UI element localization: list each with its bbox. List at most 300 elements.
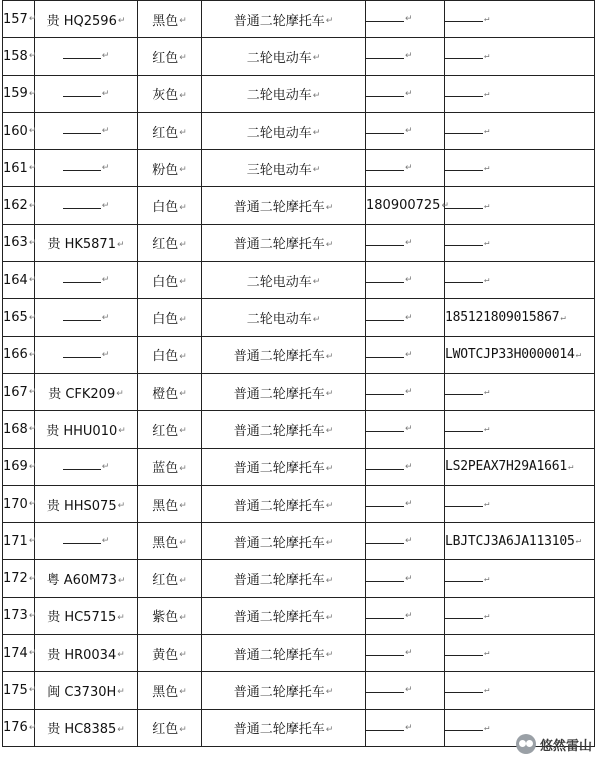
vehicle-type-cell-text: 普通二轮摩托车 [233, 647, 325, 663]
row-number-text: 162 [3, 198, 28, 214]
vin-cell-text: LBJTCJ3A6JA113105 [445, 533, 575, 549]
blank-line [445, 617, 483, 619]
vin-cell [445, 485, 595, 522]
plate-cell [35, 411, 138, 448]
paragraph-mark-icon: ↵ [117, 687, 125, 698]
paragraph-mark-icon: ↵ [179, 426, 187, 437]
row-number [3, 411, 35, 448]
blank-line [445, 691, 483, 693]
paragraph-mark-icon: ↵ [28, 200, 37, 211]
watermark [516, 734, 592, 754]
paragraph-mark-icon: ↵ [28, 275, 37, 286]
color-cell-text: 红色 [152, 573, 179, 589]
row-number-text: 163 [3, 235, 28, 251]
paragraph-mark-icon: ↵ [28, 536, 37, 547]
paragraph-mark-icon: ↵ [405, 237, 413, 248]
color-cell [138, 411, 202, 448]
vehicle-type-cell [202, 150, 366, 187]
plate-cell [35, 112, 138, 149]
vehicle-type-cell [202, 635, 366, 672]
paragraph-mark-icon: ↵ [28, 349, 37, 360]
plate-cell [35, 150, 138, 187]
table-row [3, 373, 595, 410]
plate-cell-text: 贵 HC5715 [47, 610, 117, 626]
paragraph-mark-icon: ↵ [179, 165, 187, 176]
engine-number-cell [366, 709, 445, 746]
color-cell [138, 709, 202, 746]
blank-line [366, 505, 404, 507]
color-cell [138, 523, 202, 560]
paragraph-mark-icon: ↵ [179, 687, 187, 698]
color-cell [138, 635, 202, 672]
plate-cell [35, 373, 138, 410]
blank-line [445, 430, 483, 432]
paragraph-mark-icon: ↵ [405, 88, 413, 99]
row-number [3, 1, 35, 38]
vehicle-type-cell [202, 411, 366, 448]
blank-line [63, 356, 101, 358]
paragraph-mark-icon: ↵ [405, 51, 413, 62]
paragraph-mark-icon: ↵ [325, 687, 334, 698]
paragraph-mark-icon: ↵ [484, 163, 490, 174]
row-number-text: 170 [3, 496, 28, 512]
paragraph-mark-icon: ↵ [575, 536, 581, 547]
paragraph-mark-icon: ↵ [117, 16, 126, 27]
table-row [3, 709, 595, 746]
color-cell-text: 红色 [152, 423, 179, 439]
blank-line [445, 57, 483, 59]
paragraph-mark-icon: ↵ [484, 88, 490, 99]
paragraph-mark-icon: ↵ [101, 163, 110, 174]
color-cell-text: 红色 [152, 125, 179, 141]
row-number-text: 171 [3, 533, 28, 549]
paragraph-mark-icon: ↵ [179, 650, 187, 661]
blank-line [366, 468, 404, 470]
table-row [3, 411, 595, 448]
paragraph-mark-icon: ↵ [117, 650, 125, 661]
table-row [3, 597, 595, 634]
table-row [3, 224, 595, 261]
blank-line [366, 654, 404, 656]
row-number [3, 373, 35, 410]
paragraph-mark-icon: ↵ [28, 126, 37, 137]
paragraph-mark-icon: ↵ [405, 275, 413, 286]
color-cell-text: 紫色 [152, 610, 179, 626]
row-number-text: 158 [3, 48, 28, 64]
paragraph-mark-icon: ↵ [484, 200, 490, 211]
blank-line [445, 95, 483, 97]
table-row [3, 560, 595, 597]
paragraph-mark-icon: ↵ [405, 722, 413, 733]
paragraph-mark-icon: ↵ [101, 536, 110, 547]
paragraph-mark-icon: ↵ [568, 461, 574, 472]
paragraph-mark-icon: ↵ [179, 202, 187, 213]
paragraph-mark-icon: ↵ [312, 314, 321, 325]
paragraph-mark-icon: ↵ [28, 685, 37, 696]
row-number [3, 597, 35, 634]
color-cell-text: 红色 [152, 50, 179, 66]
blank-line [445, 580, 483, 582]
color-cell [138, 672, 202, 709]
vin-cell [445, 635, 595, 672]
table-row [3, 187, 595, 224]
color-cell [138, 448, 202, 485]
plate-cell [35, 597, 138, 634]
vin-cell [445, 411, 595, 448]
vin-cell [445, 523, 595, 560]
color-cell-text: 白色 [152, 312, 179, 328]
row-number [3, 224, 35, 261]
paragraph-mark-icon: ↵ [28, 610, 37, 621]
color-cell-text: 黄色 [152, 647, 179, 663]
table-row [3, 672, 595, 709]
blank-line [366, 20, 404, 22]
vin-cell-text: LS2PEAX7H29A1661 [445, 459, 568, 475]
paragraph-mark-icon: ↵ [179, 351, 187, 362]
paragraph-mark-icon: ↵ [179, 501, 187, 511]
row-number [3, 75, 35, 112]
vehicle-type-cell-text: 普通二轮摩托车 [233, 498, 325, 514]
color-cell [138, 299, 202, 336]
color-cell-text: 白色 [152, 349, 179, 365]
color-cell [138, 224, 202, 261]
row-number [3, 187, 35, 224]
plate-cell-text: 贵 HK5871 [47, 237, 116, 253]
paragraph-mark-icon: ↵ [325, 463, 334, 474]
vin-cell [445, 299, 595, 336]
vehicle-type-cell [202, 672, 366, 709]
paragraph-mark-icon: ↵ [325, 575, 334, 586]
blank-line [366, 57, 404, 59]
vin-cell [445, 262, 595, 299]
paragraph-mark-icon: ↵ [484, 424, 490, 435]
blank-line [63, 207, 101, 209]
paragraph-mark-icon: ↵ [405, 387, 413, 398]
color-cell-text: 蓝色 [152, 461, 179, 477]
row-number [3, 560, 35, 597]
paragraph-mark-icon: ↵ [28, 424, 37, 435]
plate-cell [35, 709, 138, 746]
blank-line [366, 95, 404, 97]
paragraph-mark-icon: ↵ [405, 610, 413, 621]
color-cell [138, 336, 202, 373]
row-number-text: 168 [3, 421, 28, 437]
plate-cell [35, 187, 138, 224]
vehicle-type-cell [202, 224, 366, 261]
vehicle-type-cell-text: 普通二轮摩托车 [233, 535, 325, 551]
paragraph-mark-icon: ↵ [405, 163, 413, 174]
plate-cell-text: 贵 HR0034 [47, 647, 117, 663]
row-number-text: 173 [3, 608, 28, 624]
engine-number-cell [366, 560, 445, 597]
paragraph-mark-icon: ↵ [179, 575, 187, 586]
paragraph-mark-icon: ↵ [28, 461, 37, 472]
vehicle-type-cell-text: 普通二轮摩托车 [233, 423, 325, 439]
vehicle-type-cell-text: 普通二轮摩托车 [233, 13, 325, 29]
row-number [3, 635, 35, 672]
engine-number-cell [366, 299, 445, 336]
engine-number-cell [366, 373, 445, 410]
paragraph-mark-icon: ↵ [101, 312, 110, 323]
paragraph-mark-icon: ↵ [101, 275, 110, 286]
paragraph-mark-icon: ↵ [28, 312, 37, 323]
paragraph-mark-icon: ↵ [484, 648, 490, 659]
vehicle-type-cell [202, 560, 366, 597]
vehicle-type-cell [202, 38, 366, 75]
paragraph-mark-icon: ↵ [325, 389, 334, 400]
vin-cell [445, 560, 595, 597]
plate-cell-text: 闽 C3730H [47, 684, 117, 700]
blank-line [366, 132, 404, 134]
paragraph-mark-icon: ↵ [179, 128, 187, 139]
paragraph-mark-icon: ↵ [560, 312, 566, 323]
paragraph-mark-icon: ↵ [325, 724, 334, 735]
paragraph-mark-icon: ↵ [101, 461, 110, 472]
paragraph-mark-icon: ↵ [117, 724, 125, 735]
paragraph-mark-icon: ↵ [28, 499, 37, 509]
vin-cell-text: LWOTCJP33H0000014 [445, 347, 575, 363]
color-cell-text: 橙色 [152, 386, 179, 402]
paragraph-mark-icon: ↵ [101, 126, 110, 137]
blank-line [366, 542, 404, 544]
vin-cell [445, 75, 595, 112]
vin-cell [445, 38, 595, 75]
blank-line [445, 207, 483, 209]
vin-cell [445, 224, 595, 261]
engine-number-cell [366, 635, 445, 672]
paragraph-mark-icon: ↵ [179, 16, 187, 27]
paragraph-mark-icon: ↵ [179, 389, 187, 400]
blank-line [445, 505, 483, 507]
vin-cell-text: 185121809015867 [445, 310, 560, 326]
vehicle-type-cell [202, 299, 366, 336]
row-number-text: 157 [3, 11, 28, 27]
vin-cell [445, 336, 595, 373]
vehicle-type-cell-text: 普通二轮摩托车 [233, 349, 325, 365]
row-number [3, 336, 35, 373]
vehicle-type-cell [202, 597, 366, 634]
vehicle-type-cell [202, 187, 366, 224]
vehicle-type-cell [202, 485, 366, 522]
paragraph-mark-icon: ↵ [312, 165, 321, 176]
table-row [3, 336, 595, 373]
blank-line [366, 617, 404, 619]
row-number [3, 672, 35, 709]
table-row [3, 150, 595, 187]
watermark-text: 悠然雷山 [539, 738, 592, 754]
row-number-text: 169 [3, 459, 28, 475]
color-cell [138, 38, 202, 75]
plate-cell-text: 贵 HQ2596 [46, 13, 117, 29]
blank-line [366, 319, 404, 321]
paragraph-mark-icon: ↵ [325, 351, 334, 362]
color-cell-text: 灰色 [152, 88, 179, 104]
paragraph-mark-icon: ↵ [179, 538, 187, 549]
blank-line [445, 132, 483, 134]
paragraph-mark-icon: ↵ [117, 612, 125, 623]
row-number [3, 38, 35, 75]
paragraph-mark-icon: ↵ [405, 126, 413, 137]
paragraph-mark-icon: ↵ [484, 126, 490, 137]
engine-number-cell-text: 180900725 [366, 198, 441, 214]
plate-cell [35, 523, 138, 560]
blank-line [63, 468, 101, 470]
vehicle-type-cell [202, 523, 366, 560]
row-number-text: 160 [3, 123, 28, 139]
blank-line [366, 729, 404, 731]
table-row [3, 112, 595, 149]
engine-number-cell [366, 411, 445, 448]
blank-line [445, 654, 483, 656]
blank-line [366, 281, 404, 283]
vehicle-type-cell [202, 1, 366, 38]
blank-line [445, 244, 483, 246]
vehicle-type-cell-text: 普通二轮摩托车 [233, 684, 325, 700]
paragraph-mark-icon: ↵ [179, 53, 187, 64]
blank-line [63, 169, 101, 171]
paragraph-mark-icon: ↵ [484, 237, 490, 248]
vin-cell [445, 448, 595, 485]
row-number-text: 161 [3, 160, 28, 176]
paragraph-mark-icon: ↵ [325, 202, 334, 213]
color-cell [138, 373, 202, 410]
color-cell-text: 白色 [152, 200, 179, 216]
plate-cell [35, 262, 138, 299]
blank-line [366, 393, 404, 395]
row-number [3, 262, 35, 299]
plate-cell-text: 贵 CFK209 [48, 386, 116, 402]
paragraph-mark-icon: ↵ [405, 14, 413, 25]
paragraph-mark-icon: ↵ [101, 88, 110, 99]
blank-line [63, 57, 101, 59]
color-cell [138, 560, 202, 597]
plate-cell [35, 560, 138, 597]
paragraph-mark-icon: ↵ [117, 501, 126, 511]
paragraph-mark-icon: ↵ [484, 685, 490, 696]
blank-line [366, 691, 404, 693]
vehicle-type-cell-text: 二轮电动车 [246, 50, 312, 66]
vehicle-type-cell-text: 二轮电动车 [246, 312, 312, 328]
paragraph-mark-icon: ↵ [325, 16, 334, 27]
vehicle-type-cell-text: 二轮电动车 [246, 274, 312, 290]
vehicle-type-cell-text: 普通二轮摩托车 [233, 722, 325, 738]
blank-line [445, 729, 483, 731]
table-row [3, 523, 595, 560]
plate-cell [35, 448, 138, 485]
color-cell [138, 75, 202, 112]
vin-cell [445, 112, 595, 149]
vehicle-table-body [3, 1, 595, 747]
paragraph-mark-icon: ↵ [117, 575, 126, 586]
vin-cell [445, 373, 595, 410]
table-row [3, 262, 595, 299]
vin-cell [445, 1, 595, 38]
vehicle-type-cell [202, 262, 366, 299]
vehicle-type-cell-text: 二轮电动车 [246, 125, 312, 141]
color-cell [138, 262, 202, 299]
vehicle-type-cell-text: 普通二轮摩托车 [233, 237, 325, 253]
paragraph-mark-icon: ↵ [28, 51, 37, 62]
row-number-text: 175 [3, 682, 28, 698]
vin-cell [445, 150, 595, 187]
engine-number-cell [366, 448, 445, 485]
plate-cell-text: 贵 HHU010 [46, 423, 118, 439]
color-cell-text: 黑色 [152, 535, 179, 551]
vehicle-table [2, 0, 595, 747]
engine-number-cell [366, 1, 445, 38]
row-number-text: 174 [3, 645, 28, 661]
paragraph-mark-icon: ↵ [116, 239, 125, 250]
row-number-text: 159 [3, 86, 28, 102]
vehicle-type-cell [202, 112, 366, 149]
vin-cell [445, 672, 595, 709]
paragraph-mark-icon: ↵ [101, 51, 110, 62]
paragraph-mark-icon: ↵ [312, 277, 321, 288]
row-number-text: 166 [3, 347, 28, 363]
paragraph-mark-icon: ↵ [179, 463, 187, 474]
paragraph-mark-icon: ↵ [28, 722, 37, 733]
blank-line [366, 580, 404, 582]
engine-number-cell [366, 112, 445, 149]
paragraph-mark-icon: ↵ [484, 387, 490, 398]
vin-cell [445, 597, 595, 634]
color-cell-text: 粉色 [152, 162, 179, 178]
plate-cell [35, 75, 138, 112]
paragraph-mark-icon: ↵ [179, 277, 187, 288]
color-cell [138, 1, 202, 38]
plate-cell [35, 224, 138, 261]
engine-number-cell [366, 672, 445, 709]
table-row [3, 635, 595, 672]
paragraph-mark-icon: ↵ [179, 612, 187, 623]
paragraph-mark-icon: ↵ [28, 14, 37, 25]
vehicle-type-cell [202, 336, 366, 373]
row-number [3, 112, 35, 149]
paragraph-mark-icon: ↵ [116, 389, 124, 400]
blank-line [445, 281, 483, 283]
table-row [3, 75, 595, 112]
table-row [3, 448, 595, 485]
color-cell [138, 485, 202, 522]
row-number [3, 709, 35, 746]
color-cell-text: 白色 [152, 274, 179, 290]
paragraph-mark-icon: ↵ [405, 648, 413, 659]
vehicle-type-cell-text: 三轮电动车 [246, 162, 312, 178]
paragraph-mark-icon: ↵ [28, 163, 37, 174]
blank-line [63, 319, 101, 321]
engine-number-cell [366, 150, 445, 187]
table-row [3, 485, 595, 522]
blank-line [445, 20, 483, 22]
blank-line [63, 95, 101, 97]
color-cell-text: 黑色 [152, 684, 179, 700]
vehicle-type-cell-text: 普通二轮摩托车 [233, 386, 325, 402]
vehicle-type-cell-text: 普通二轮摩托车 [233, 610, 325, 626]
table-row [3, 1, 595, 38]
paragraph-mark-icon: ↵ [405, 536, 413, 547]
plate-cell [35, 1, 138, 38]
plate-cell-text: 贵 HHS075 [46, 498, 117, 514]
engine-number-cell [366, 187, 449, 224]
paragraph-mark-icon: ↵ [405, 685, 413, 696]
blank-line [366, 244, 404, 246]
color-cell-text: 红色 [152, 237, 179, 253]
vehicle-type-cell-text: 普通二轮摩托车 [233, 573, 325, 589]
paragraph-mark-icon: ↵ [405, 349, 413, 360]
row-number-text: 165 [3, 310, 28, 326]
engine-number-cell [366, 262, 445, 299]
plate-cell [35, 336, 138, 373]
